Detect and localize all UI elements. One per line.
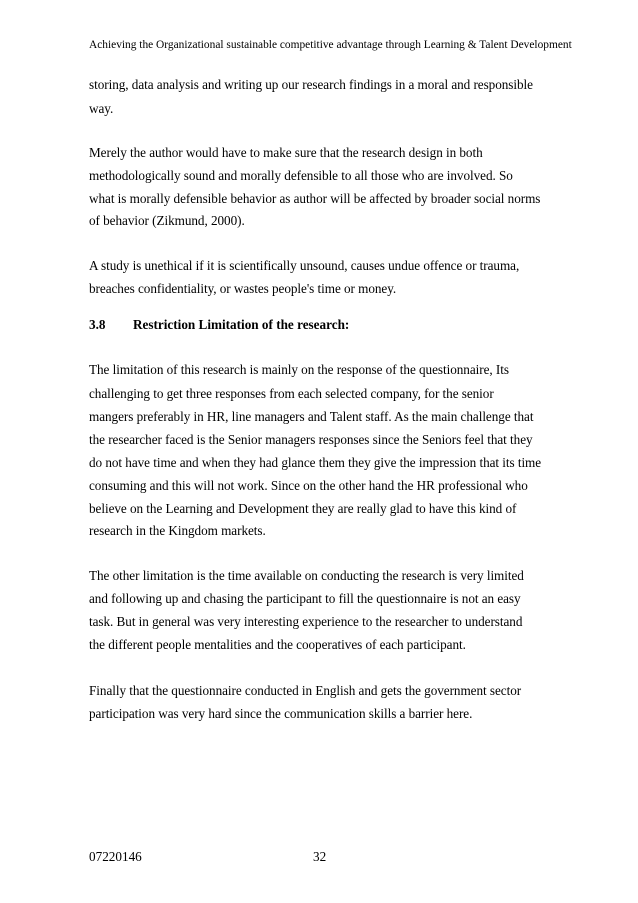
paragraph-line: participation was very hard since the communication skills a barrier here.: [89, 706, 473, 721]
paragraph-line: research in the Kingdom markets.: [89, 523, 266, 538]
paragraph-line: believe on the Learning and Development they are really glad to have this kind of: [89, 501, 517, 516]
paragraph-line: breaches confidentiality, or wastes people's time or money.: [89, 281, 397, 296]
paragraph-line: task. But in general was very interesting experience to the researcher to understand: [89, 614, 523, 629]
paragraph-line: the different people mentalities and the cooperatives of each participant.: [89, 637, 466, 652]
paragraph-line: storing, data analysis and writing up our research findings in a moral and responsible: [89, 77, 533, 92]
paragraph-line: A study is unethical if it is scientifically unsound, causes undue offence or trauma,: [89, 258, 520, 273]
paragraph-line: what is morally defensible behavior as author will be affected by broader social norms: [89, 191, 541, 206]
paragraph-line: way.: [89, 101, 114, 116]
footer-student-id: 07220146: [89, 849, 142, 864]
paragraph-line: consuming and this will not work. Since on the other hand the HR professional who: [89, 478, 528, 493]
paragraph-line: of behavior (Zikmund, 2000).: [89, 213, 245, 228]
paragraph-line: challenging to get three responses from each selected company, for the senior: [89, 386, 494, 401]
paragraph-line: The other limitation is the time available on conducting the research is very limited: [89, 568, 524, 583]
section-title: Restriction Limitation of the research:: [133, 317, 350, 332]
paragraph-line: the researcher faced is the Senior managers responses since the Seniors feel that they: [89, 432, 533, 447]
paragraph-line: methodologically sound and morally defensible to all those who are involved. So: [89, 168, 513, 183]
running-header: Achieving the Organizational sustainable competitive advantage through Learning & Talent Development: [89, 39, 572, 51]
paragraph-line: and following up and chasing the participant to fill the questionnaire is not an easy: [89, 591, 521, 606]
paragraph-line: mangers preferably in HR, line managers and Talent staff. As the main challenge that: [89, 409, 534, 424]
footer-page-number: 32: [313, 849, 327, 864]
paragraph-line: The limitation of this research is mainly on the response of the questionnaire, Its: [89, 362, 509, 377]
paragraph-line: do not have time and when they had glance them they give the impression that its time: [89, 455, 542, 470]
paragraph-line: Finally that the questionnaire conducted in English and gets the government sector: [89, 683, 522, 698]
paragraph-line: Merely the author would have to make sure that the research design in both: [89, 145, 483, 160]
section-number: 3.8: [89, 317, 106, 332]
section-heading: [89, 317, 349, 333]
